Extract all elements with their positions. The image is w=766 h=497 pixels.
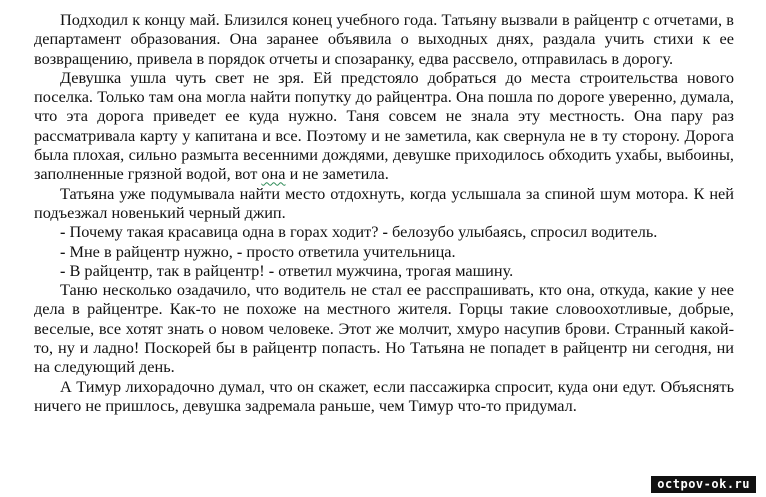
dialog-line-3 xyxy=(34,261,734,280)
paragraph-2-text: Девушка ушла чуть свет не зря. Ей предстояло добраться до места строительства нового поселка. Только там она могла найти попутку до райцентра. Она пошла по дороге уверенно, думала, что эта дорога приведет ее куда нужно. Таня совсем не знала эту местность. Она пару раз рассматривала карту у капитана и все. Поэтому и не заметила, как свернула не в ту сторону. Дорога была плохая, сильно размыта весенними дождями, девушке приходилось обходить ухабы, выбоины, заполненные грязной водой, вот xyxy=(34,67,734,184)
paragraph-5: А Тимур лихорадочно думал, что он скажет, если пассажирка спросит, куда они едут. Объяснять ничего не пришлось, девушка задремала раньше, чем Тимур что-то придумал. xyxy=(34,376,734,415)
dialog-dash: - xyxy=(268,260,275,280)
dialog-line-1-speech: Почему такая красавица одна в горах ходит? xyxy=(65,222,383,242)
dialog-line-3-speech: В райцентр, так в райцентр! xyxy=(65,260,269,280)
dialog-line-2 xyxy=(34,242,734,261)
paragraph-2 xyxy=(34,68,734,184)
dialog-dash: - xyxy=(60,241,66,261)
dialog-line-1 xyxy=(34,222,734,241)
dialog-line-2-speech: Мне в райцентр нужно, xyxy=(65,241,237,261)
dialog-dash: - xyxy=(60,222,66,242)
dialog-dash: - xyxy=(382,222,388,242)
paragraph-1: Подходил к концу май. Близился конец учебного года. Татьяну вызвали в райцентр с отчетами, в департамент образования. Она заранее объявила о выходных днях, раздала учить стихи к ее возвращению, привела в порядок отчеты и спозаранку, едва рассвело, отправилась в дорогу. xyxy=(34,10,734,68)
paragraph-3: Татьяна уже подумывала найти место отдохнуть, когда услышала за спиной шум мотора. К ней подъезжал новенький черный джип. xyxy=(34,183,734,222)
paragraph-2-tail: и не заметила. xyxy=(285,164,389,184)
dialog-line-2-narration: просто ответила учительница. xyxy=(242,241,456,261)
spellcheck-marked-word: она xyxy=(261,164,286,184)
dialog-dash: - xyxy=(60,260,66,280)
document-page xyxy=(34,10,734,415)
paragraph-4: Таню несколько озадачило, что водитель не стал ее расспрашивать, кто она, откуда, какие у нее дела в райцентре. Как-то не похоже на местного жителя. Горцы такие словоохотливые, добрые, веселые, все хотят знать о новом человеке. Этот же молчит, хмуро насупив брови. Странный какой-то, ну и ладно! Поскорей бы в райцентр попасть. Но Татьяна не попадет в райцентр ни сегодня, ни на следующий день. xyxy=(34,280,734,377)
site-watermark: octpov-ok.ru xyxy=(651,476,756,493)
dialog-line-3-narration: ответил мужчина, трогая машину. xyxy=(274,260,514,280)
dialog-line-1-narration: белозубо улыбаясь, спросил водитель. xyxy=(387,222,658,242)
dialog-dash: - xyxy=(236,241,243,261)
